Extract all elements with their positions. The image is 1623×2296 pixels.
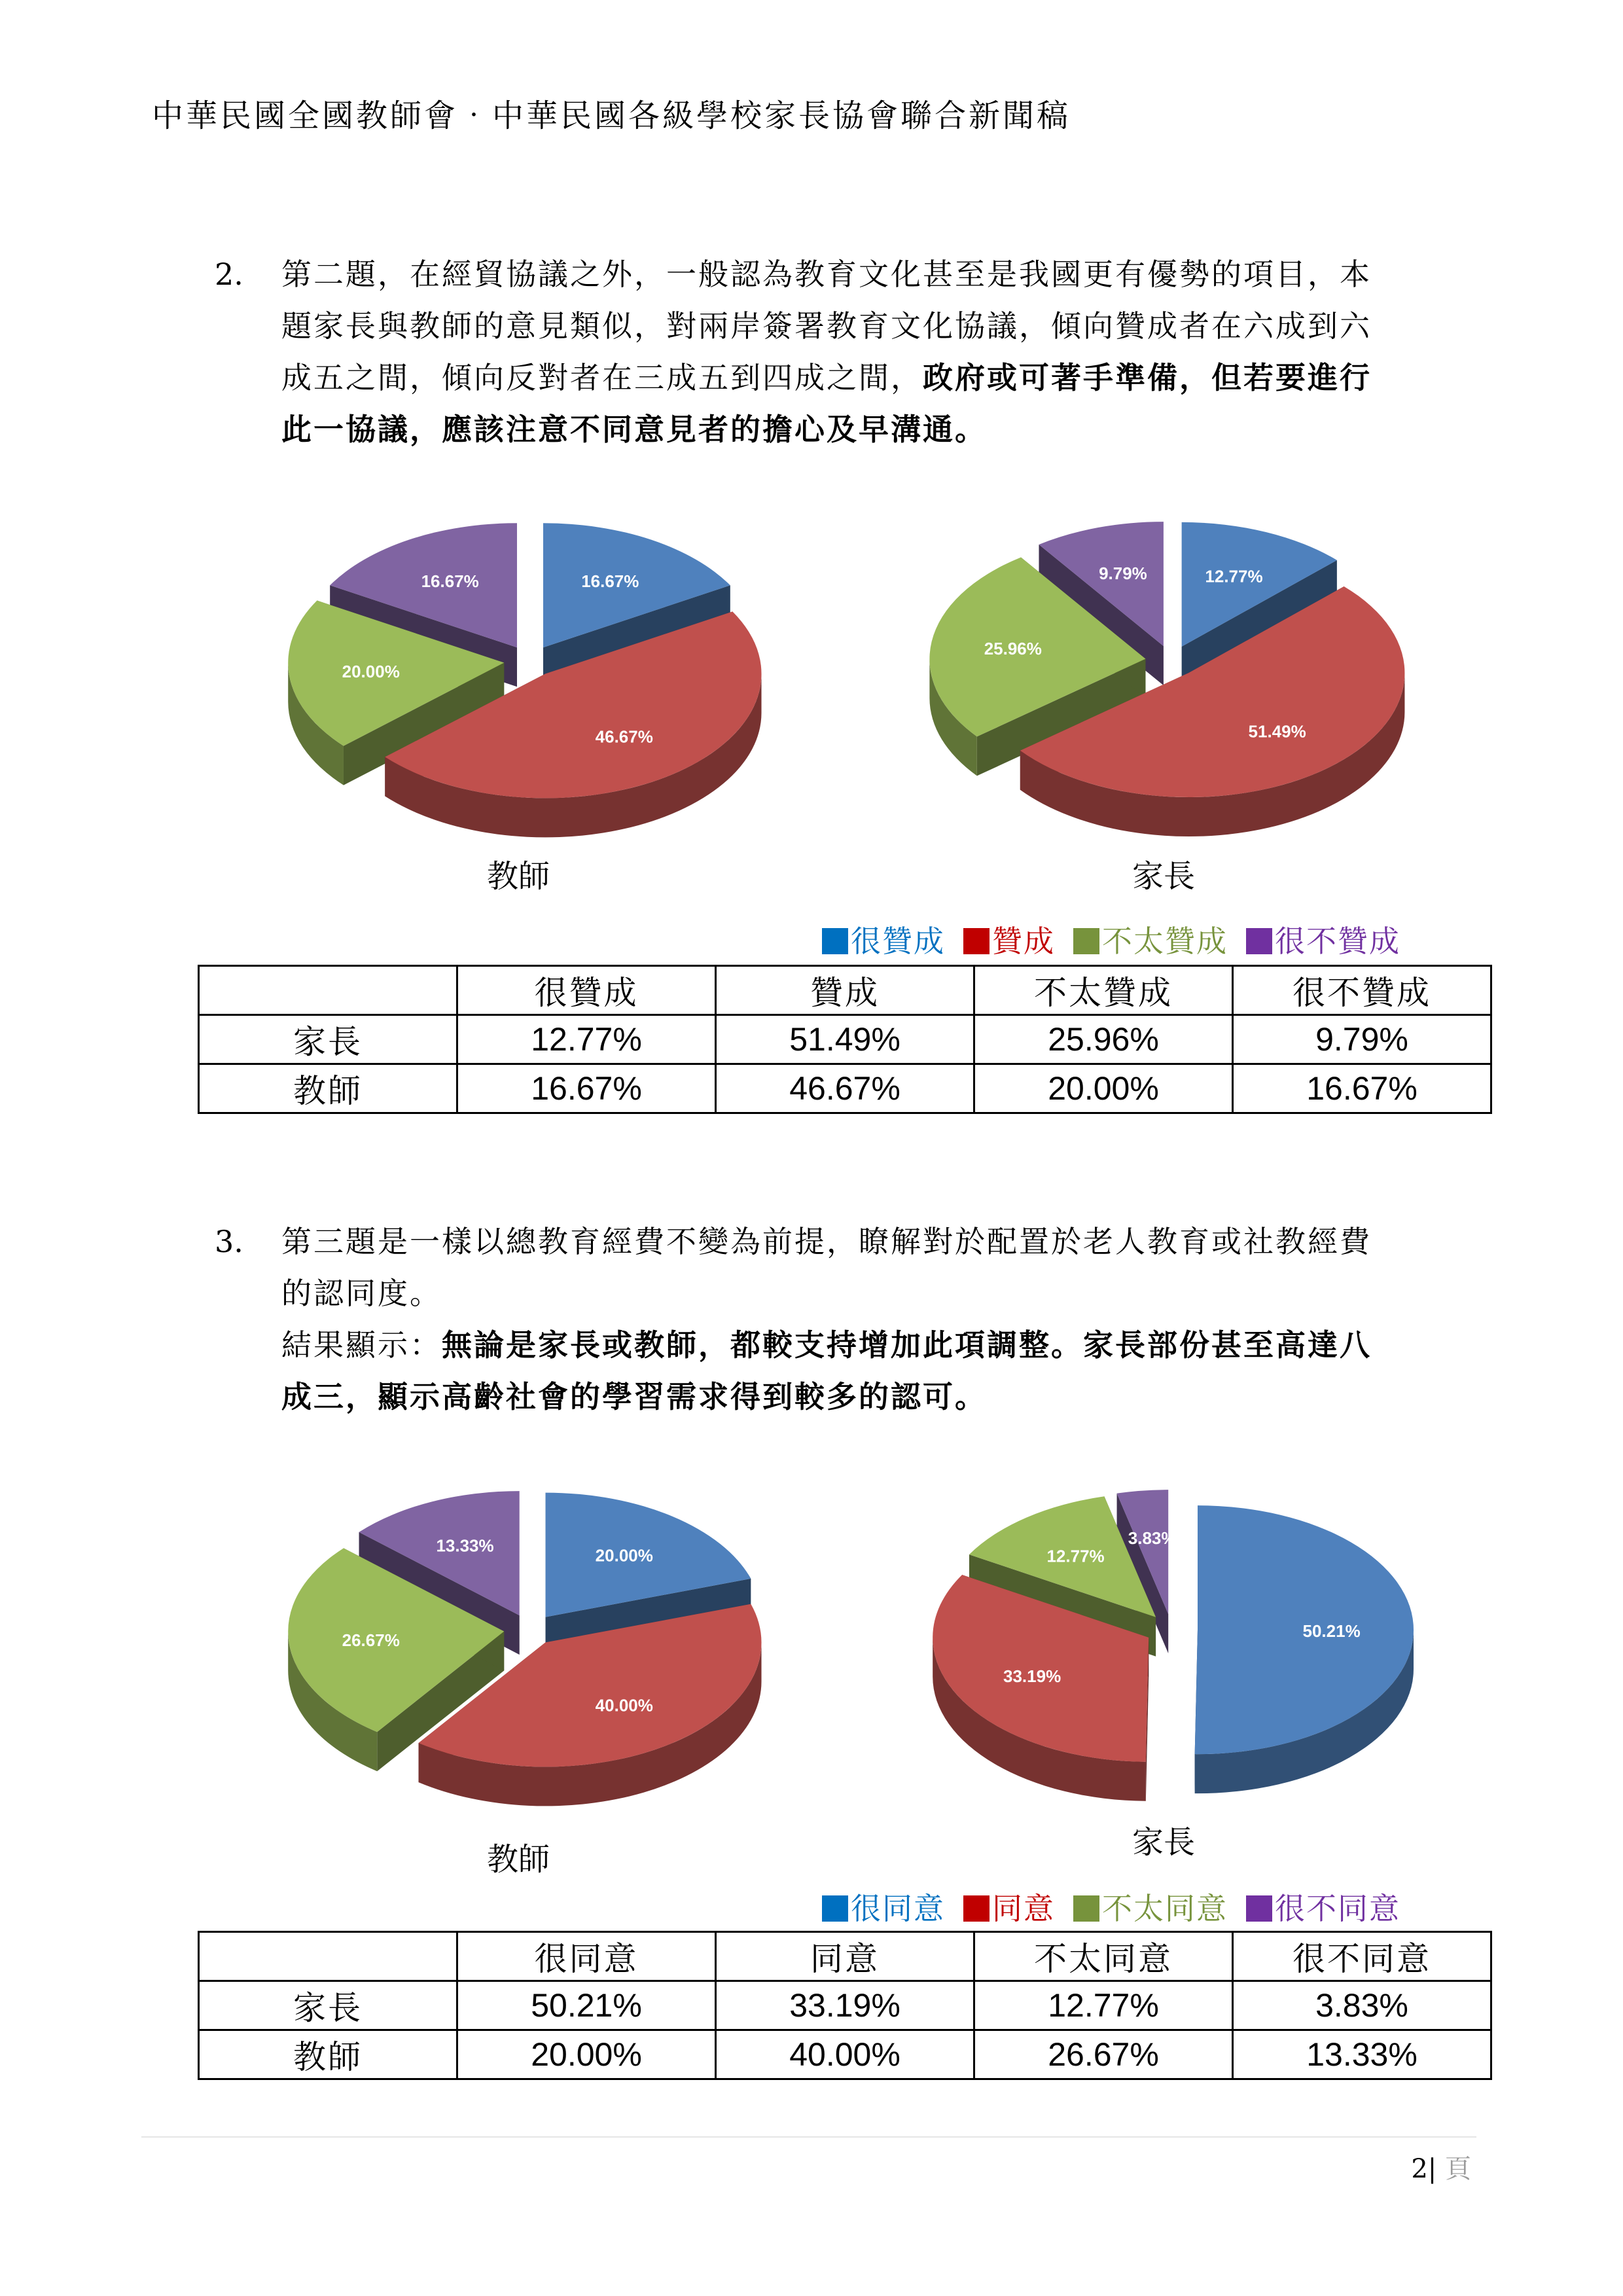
pie-slice-1 [1195,1505,1414,1793]
table-header-row [199,1932,1491,1981]
q2-paragraph [281,249,1492,456]
table-header-cell: 很不同意 [1233,1932,1491,1981]
q3-results-table [198,1931,1492,2080]
q2-parent-pie-chart [864,511,1479,877]
q2-line-4-bold: 此一協議，應該注意不同意見者的擔心及早溝通。 [281,412,987,447]
q3-paragraph [281,1216,1492,1423]
table-cell: 13.33% [1233,2030,1491,2079]
row-label: 教師 [199,2030,457,2079]
q2-legend-label-2: 贊成 [992,924,1055,959]
page-number-separator: | [1427,2154,1437,2184]
pie-data-label: 16.67% [421,571,479,592]
page-number-value: 2 [1411,2154,1428,2184]
table-header-cell: 很不贊成 [1233,966,1491,1015]
legend-swatch-blue [822,928,848,954]
q2-line-1: 第二題，在經貿協議之外，一般認為教育文化甚至是我國更有優勢的項目，本 [281,257,1372,292]
q2-line-3 [281,352,1492,404]
q3-parent-pie-chart [864,1479,1479,1846]
legend-swatch-purple [1246,928,1272,954]
pie-data-label: 40.00% [595,1695,653,1715]
q3-line-2: 的認同度。 [281,1276,442,1311]
q2-line-3-bold: 政府或可著手準備，但若要進行 [923,360,1372,395]
table-cell: 20.00% [974,1064,1233,1113]
q3-line-4-bold: 成三，顯示高齡社會的學習需求得到較多的認可。 [281,1379,987,1414]
table-header-cell [199,1932,457,1981]
q2-line-4 [281,404,1492,456]
table-header-cell: 不太贊成 [974,966,1233,1015]
q3-teacher-chart-label: 教師 [487,1841,550,1878]
table-header-cell [199,966,457,1015]
pie-data-label: 20.00% [342,661,400,681]
q2-teacher-chart-label: 教師 [487,858,550,895]
pie-data-label: 12.77% [1046,1546,1105,1566]
table-cell: 16.67% [457,1064,716,1113]
table-cell: 33.19% [716,1981,974,2030]
q2-line-2: 題家長與教師的意見類似，對兩岸簽署教育文化協議，傾向贊成者在六成到六 [281,308,1372,344]
q2-teacher-pie-chart [223,511,838,877]
table-header-cell: 不太同意 [974,1932,1233,1981]
q2-parent-chart-label: 家長 [1132,858,1196,895]
q3-line-3-bold: 無論是家長或教師，都較支持增加此項調整。家長部份甚至高達八 [442,1327,1372,1363]
table-row [199,1064,1491,1113]
q3-legend-label-1: 很同意 [851,1891,945,1926]
q2-legend-item-1 [822,918,945,961]
row-label: 家長 [199,1981,457,2030]
table-cell: 9.79% [1233,1015,1491,1064]
q3-legend-item-1 [822,1885,945,1928]
table-row [199,1981,1491,2030]
q2-legend-label-3: 不太贊成 [1102,924,1228,959]
q2-legend-item-2 [963,918,1055,961]
pie-data-label: 13.33% [436,1535,494,1556]
pie-data-label: 50.21% [1302,1621,1361,1641]
q2-legend-label-4: 很不贊成 [1275,924,1400,959]
table-header-cell: 贊成 [716,966,974,1015]
q3-line-1: 第三題是一樣以總教育經費不變為前提，瞭解對於配置於老人教育或社教經費 [281,1224,1372,1259]
q2-legend-item-4 [1246,918,1400,961]
table-row [199,2030,1491,2079]
table-cell: 40.00% [716,2030,974,2079]
q2-legend [822,918,1400,961]
page-number [1411,2148,1471,2185]
table-row [199,1015,1491,1064]
q2-legend-item-3 [1073,918,1228,961]
q3-legend-item-3 [1073,1885,1228,1928]
table-header-row [199,966,1491,1015]
table-cell: 16.67% [1233,1064,1491,1113]
pie-data-label: 12.77% [1205,566,1263,586]
q2-line-3-plain: 成五之間，傾向反對者在三成五到四成之間， [281,360,923,395]
legend-swatch-green [1073,1895,1099,1922]
pie-data-label: 51.49% [1248,721,1306,742]
legend-swatch-red [963,928,990,954]
table-header-cell: 很贊成 [457,966,716,1015]
legend-swatch-purple [1246,1895,1272,1922]
q3-line-3 [281,1319,1492,1371]
legend-swatch-red [963,1895,990,1922]
pie-data-label: 9.79% [1099,563,1147,583]
q3-teacher-pie-chart [223,1479,838,1846]
pie-data-label: 3.83% [1128,1528,1177,1549]
page-header: 中華民國全國教師會‧中華民國各級學校家長協會聯合新聞稿 [152,98,1071,134]
pie-data-label: 46.67% [595,726,653,747]
q2-number: 2. [215,257,243,292]
pie-data-label: 33.19% [1003,1666,1061,1686]
q3-legend-label-2: 同意 [992,1891,1055,1926]
table-cell: 3.83% [1233,1981,1491,2030]
q3-legend [822,1885,1400,1928]
pie-data-label: 20.00% [595,1545,653,1566]
table-cell: 51.49% [716,1015,974,1064]
table-header-cell: 同意 [716,1932,974,1981]
q3-legend-label-4: 很不同意 [1275,1891,1400,1926]
legend-swatch-green [1073,928,1099,954]
table-cell: 12.77% [457,1015,716,1064]
pie-data-label: 26.67% [342,1630,400,1650]
q2-results-table [198,965,1492,1114]
table-cell: 25.96% [974,1015,1233,1064]
q3-line-3-plain: 結果顯示： [281,1327,442,1363]
table-cell: 12.77% [974,1981,1233,2030]
q2-legend-label-1: 很贊成 [851,924,945,959]
table-cell: 46.67% [716,1064,974,1113]
table-cell: 50.21% [457,1981,716,2030]
page-number-label: 頁 [1445,2154,1471,2184]
q3-parent-chart-label: 家長 [1132,1824,1196,1861]
row-label: 家長 [199,1015,457,1064]
pie-data-label: 16.67% [581,571,639,592]
q3-number: 3. [215,1224,243,1259]
legend-swatch-blue [822,1895,848,1922]
pie-data-label: 25.96% [984,639,1042,659]
table-cell: 20.00% [457,2030,716,2079]
q3-legend-item-2 [963,1885,1055,1928]
q3-legend-label-3: 不太同意 [1102,1891,1228,1926]
q3-legend-item-4 [1246,1885,1400,1928]
table-cell: 26.67% [974,2030,1233,2079]
table-header-cell: 很同意 [457,1932,716,1981]
footer-divider [141,2136,1476,2138]
q3-line-4 [281,1371,1492,1423]
row-label: 教師 [199,1064,457,1113]
